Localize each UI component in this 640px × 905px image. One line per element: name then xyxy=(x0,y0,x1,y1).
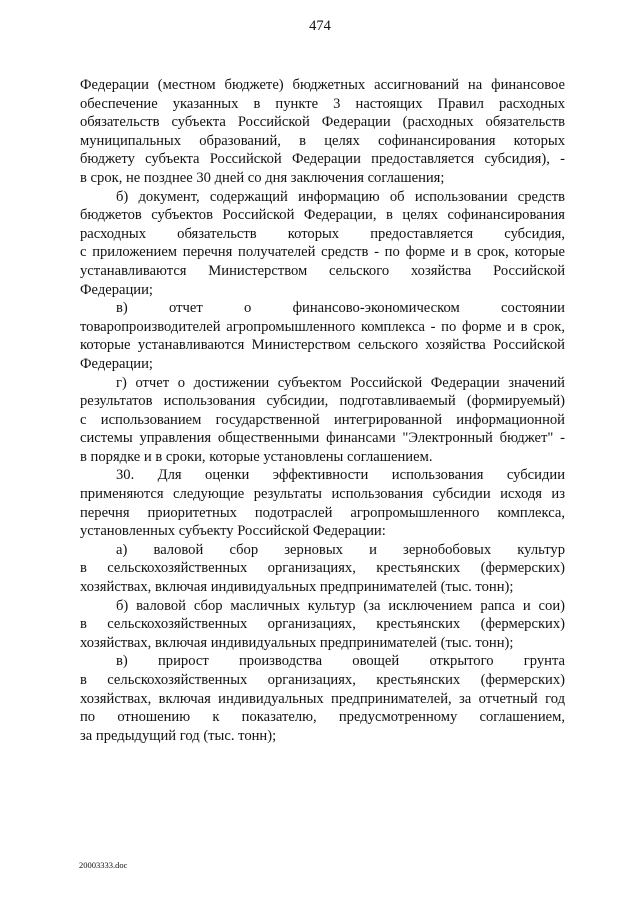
text-line: обеспечение указанных в пункте 3 настоящих Правил расходных xyxy=(80,95,565,112)
text-line: обязательств субъекта Российской Федерации (расходных обязательств xyxy=(80,114,565,131)
text-line: а) валовой сбор зерновых и зернобобовых культур xyxy=(116,541,565,558)
text-line: в порядке и в сроки, которые установлены соглашением. xyxy=(80,448,433,465)
text-line: с использованием государственной интегрированной информационной xyxy=(80,411,565,428)
text-line: б) документ, содержащий информацию об использовании средств xyxy=(116,188,565,205)
page-number: 474 xyxy=(309,18,331,34)
text-line: муниципальных образований, в целях софинансирования которых xyxy=(80,132,565,149)
text-line: товаропроизводителей агропромышленного комплекса - по форме и в срок, xyxy=(80,318,565,335)
document-body xyxy=(80,76,565,745)
text-line: в) отчет о финансово-экономическом состоянии xyxy=(116,300,565,317)
text-line: в) прирост производства овощей открытого грунта xyxy=(116,653,565,670)
text-line: хозяйствах, включая индивидуальных предпринимателей (тыс. тонн); xyxy=(80,579,514,596)
text-line: хозяйствах, включая индивидуальных предпринимателей, за отчетный год xyxy=(80,690,565,707)
text-line: в сельскохозяйственных организациях, крестьянских (фермерских) xyxy=(80,672,565,688)
text-line: Федерации; xyxy=(80,281,153,298)
text-line: в срок, не позднее 30 дней со дня заключения соглашения; xyxy=(80,169,445,186)
text-line: которые устанавливаются Министерством сельского хозяйства Российской xyxy=(80,337,565,354)
text-line: устанавливаются Министерством сельского хозяйства Российской xyxy=(80,262,565,279)
text-line: результатов использования субсидии, подготавливаемый (формируемый) xyxy=(80,393,565,410)
text-line: применяются следующие результаты использования субсидии исходя из xyxy=(80,486,565,503)
text-line: в сельскохозяйственных организациях, крестьянских (фермерских) xyxy=(80,616,565,633)
text-line: перечня приоритетных подотраслей агропромышленного комплекса, xyxy=(80,504,565,521)
text-line: бюджетов субъектов Российской Федерации, в целях софинансирования xyxy=(80,207,565,224)
file-name-footer: 20003333.doc xyxy=(79,860,128,870)
text-line: бюджету субъекта Российской Федерации предоставляется субсидия), - xyxy=(80,151,565,168)
text-line: г) отчет о достижении субъектом Российской Федерации значений xyxy=(116,374,565,391)
text-line: с приложением перечня получателей средств - по форме и в срок, которые xyxy=(80,244,565,261)
text-line: по отношению к показателю, предусмотренному соглашением, xyxy=(80,709,565,726)
text-line: Федерации (местном бюджете) бюджетных ассигнований на финансовое xyxy=(80,77,565,93)
text-line: Федерации; xyxy=(80,355,153,372)
text-line: системы управления общественными финансами "Электронный бюджет" - xyxy=(80,430,565,447)
text-line: б) валовой сбор масличных культур (за исключением рапса и сои) xyxy=(116,597,565,614)
text-line: хозяйствах, включая индивидуальных предпринимателей (тыс. тонн); xyxy=(80,634,514,651)
text-line: за предыдущий год (тыс. тонн); xyxy=(80,727,277,744)
text-line: расходных обязательств которых предоставляется субсидия, xyxy=(80,225,565,242)
text-line: в сельскохозяйственных организациях, крестьянских (фермерских) xyxy=(80,560,565,577)
text-line: 30. Для оценки эффективности использования субсидии xyxy=(116,467,565,484)
text-line: установленных субъекту Российской Федерации: xyxy=(80,523,386,540)
